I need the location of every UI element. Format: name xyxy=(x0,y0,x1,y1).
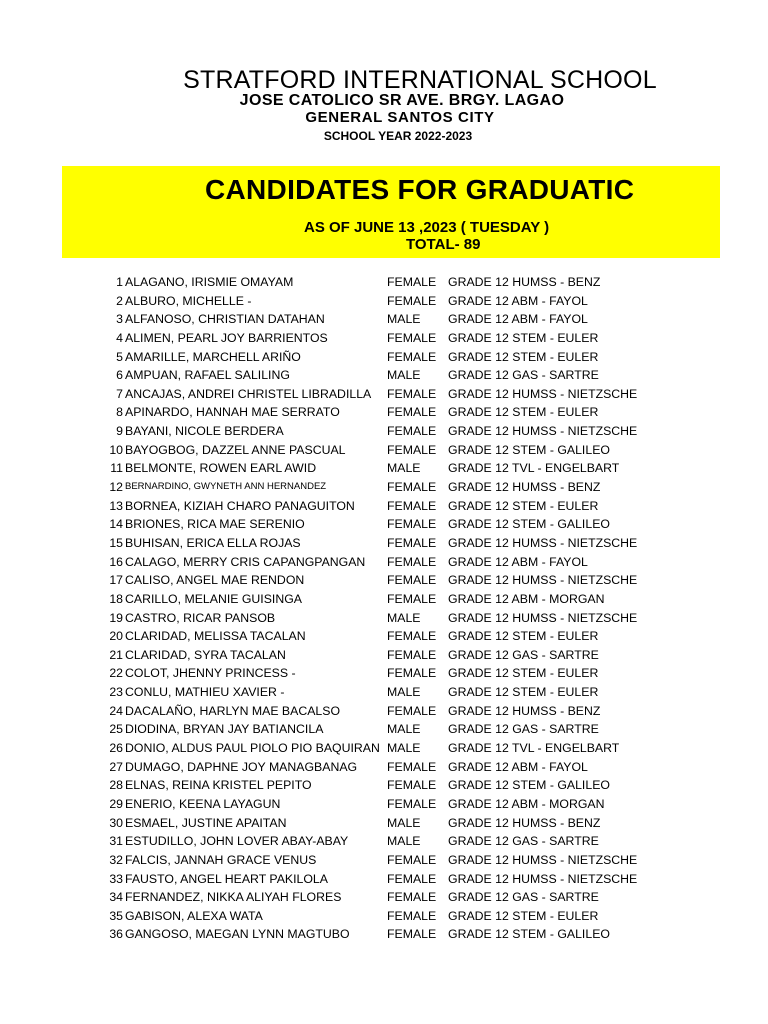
student-gender: MALE xyxy=(387,685,421,700)
student-section: GRADE 12 HUMSS - BENZ xyxy=(448,480,601,495)
student-gender: MALE xyxy=(387,815,421,830)
list-item xyxy=(0,758,768,777)
student-number: 2 xyxy=(116,293,123,308)
student-section: GRADE 12 STEM - EULER xyxy=(448,349,599,364)
student-number: 7 xyxy=(116,386,123,401)
student-number: 26 xyxy=(109,741,123,756)
student-name: BAYANI, NICOLE BERDERA xyxy=(125,424,284,439)
student-section: GRADE 12 STEM - GALILEO xyxy=(448,442,610,457)
student-name: ENERIO, KEENA LAYAGUN xyxy=(125,796,281,811)
student-gender: FEMALE xyxy=(387,591,437,606)
student-gender: FEMALE xyxy=(387,908,437,923)
student-gender: MALE xyxy=(387,610,421,625)
student-gender: FEMALE xyxy=(387,796,437,811)
student-gender: FEMALE xyxy=(387,554,437,569)
student-gender: MALE xyxy=(387,741,421,756)
student-number: 12 xyxy=(109,480,123,495)
student-name: CONLU, MATHIEU XAVIER - xyxy=(125,685,285,700)
student-section: GRADE 12 TVL - ENGELBART xyxy=(448,461,620,476)
student-number: 32 xyxy=(109,852,123,867)
title-banner xyxy=(62,166,720,258)
student-name: APINARDO, HANNAH MAE SERRATO xyxy=(125,405,340,420)
student-name: AMARILLE, MARCHELL ARIÑO xyxy=(125,349,301,364)
student-name: CASTRO, RICAR PANSOB xyxy=(125,610,276,625)
school-name: STRATFORD INTERNATIONAL SCHOOL xyxy=(183,66,657,94)
student-number: 10 xyxy=(109,442,123,457)
student-number: 13 xyxy=(109,498,123,513)
student-number: 16 xyxy=(109,554,123,569)
student-section: GRADE 12 HUMSS - NIETZSCHE xyxy=(448,610,638,625)
student-gender: FEMALE xyxy=(387,480,437,495)
student-section: GRADE 12 STEM - EULER xyxy=(448,685,599,700)
list-item xyxy=(0,907,768,926)
school-city: GENERAL SANTOS CITY xyxy=(305,109,495,126)
student-number: 15 xyxy=(109,535,123,550)
student-section: GRADE 12 ABM - FAYOL xyxy=(448,312,588,327)
list-item xyxy=(0,348,768,367)
student-number: 23 xyxy=(109,685,123,700)
total-count: TOTAL- 89 xyxy=(406,236,481,253)
list-item xyxy=(0,627,768,646)
list-item xyxy=(0,292,768,311)
student-section: GRADE 12 ABM - FAYOL xyxy=(448,759,588,774)
student-section: GRADE 12 STEM - EULER xyxy=(448,908,599,923)
student-section: GRADE 12 GAS - SARTRE xyxy=(448,368,599,383)
student-name: ALIMEN, PEARL JOY BARRIENTOS xyxy=(125,330,328,345)
student-name: FAUSTO, ANGEL HEART PAKILOLA xyxy=(125,871,328,886)
student-number: 31 xyxy=(109,834,123,849)
list-item xyxy=(0,534,768,553)
as-of-date: AS OF JUNE 13 ,2023 ( TUESDAY ) xyxy=(304,219,550,236)
student-number: 24 xyxy=(109,703,123,718)
student-name: BERNARDINO, GWYNETH ANN HERNANDEZ xyxy=(125,481,327,493)
student-number: 3 xyxy=(116,312,123,327)
student-name: BUHISAN, ERICA ELLA ROJAS xyxy=(125,535,301,550)
list-item xyxy=(0,888,768,907)
list-item xyxy=(0,795,768,814)
student-name: ESTUDILLO, JOHN LOVER ABAY-ABAY xyxy=(125,834,349,849)
student-gender: FEMALE xyxy=(387,778,437,793)
student-section: GRADE 12 STEM - GALILEO xyxy=(448,927,610,942)
student-number: 9 xyxy=(116,424,123,439)
student-section: GRADE 12 HUMSS - NIETZSCHE xyxy=(448,535,638,550)
student-gender: MALE xyxy=(387,722,421,737)
list-item xyxy=(0,478,768,497)
student-name: BELMONTE, ROWEN EARL AWID xyxy=(125,461,317,476)
candidate-list xyxy=(0,273,768,944)
student-section: GRADE 12 GAS - SARTRE xyxy=(448,890,599,905)
list-item xyxy=(0,702,768,721)
student-name: ESMAEL, JUSTINE APAITAN xyxy=(125,815,287,830)
student-gender: FEMALE xyxy=(387,759,437,774)
student-gender: FEMALE xyxy=(387,703,437,718)
student-gender: FEMALE xyxy=(387,535,437,550)
list-item xyxy=(0,646,768,665)
student-section: GRADE 12 STEM - GALILEO xyxy=(448,778,610,793)
list-item xyxy=(0,683,768,702)
list-item xyxy=(0,571,768,590)
student-section: GRADE 12 HUMSS - NIETZSCHE xyxy=(448,871,638,886)
student-number: 1 xyxy=(116,275,123,289)
student-name: DACALAÑO, HARLYN MAE BACALSO xyxy=(125,703,341,718)
list-item xyxy=(0,403,768,422)
student-section: GRADE 12 HUMSS - BENZ xyxy=(448,703,601,718)
student-section: GRADE 12 HUMSS - NIETZSCHE xyxy=(448,424,638,439)
list-item xyxy=(0,310,768,329)
student-number: 25 xyxy=(109,722,123,737)
list-item xyxy=(0,459,768,478)
list-item xyxy=(0,851,768,870)
student-gender: FEMALE xyxy=(387,405,437,420)
student-number: 35 xyxy=(109,908,123,923)
student-gender: FEMALE xyxy=(387,442,437,457)
student-number: 29 xyxy=(109,796,123,811)
student-number: 8 xyxy=(116,405,123,420)
student-gender: FEMALE xyxy=(387,871,437,886)
student-section: GRADE 12 GAS - SARTRE xyxy=(448,834,599,849)
student-gender: FEMALE xyxy=(387,666,437,681)
list-item xyxy=(0,814,768,833)
student-gender: FEMALE xyxy=(387,275,437,289)
student-gender: FEMALE xyxy=(387,517,437,532)
student-number: 21 xyxy=(109,647,123,662)
student-name: FALCIS, JANNAH GRACE VENUS xyxy=(125,852,317,867)
student-gender: FEMALE xyxy=(387,330,437,345)
list-item xyxy=(0,273,768,292)
student-section: GRADE 12 HUMSS - NIETZSCHE xyxy=(448,852,638,867)
student-gender: FEMALE xyxy=(387,852,437,867)
student-section: GRADE 12 TVL - ENGELBART xyxy=(448,741,620,756)
student-gender: FEMALE xyxy=(387,498,437,513)
student-section: GRADE 12 ABM - FAYOL xyxy=(448,554,588,569)
student-number: 5 xyxy=(116,349,123,364)
student-number: 27 xyxy=(109,759,123,774)
student-name: DIODINA, BRYAN JAY BATIANCILA xyxy=(125,722,324,737)
student-name: DONIO, ALDUS PAUL PIOLO PIO BAQUIRAN xyxy=(125,741,380,756)
student-gender: FEMALE xyxy=(387,573,437,588)
list-item xyxy=(0,925,768,944)
student-name: GABISON, ALEXA WATA xyxy=(125,908,263,923)
student-number: 30 xyxy=(109,815,123,830)
student-name: ALBURO, MICHELLE - xyxy=(125,293,252,308)
student-gender: FEMALE xyxy=(387,424,437,439)
student-section: GRADE 12 HUMSS - BENZ xyxy=(448,275,601,289)
student-section: GRADE 12 STEM - GALILEO xyxy=(448,517,610,532)
student-section: GRADE 12 STEM - EULER xyxy=(448,405,599,420)
student-gender: MALE xyxy=(387,461,421,476)
student-name: CLARIDAD, SYRA TACALAN xyxy=(125,647,286,662)
student-name: ALAGANO, IRISMIE OMAYAM xyxy=(125,275,294,289)
student-name: CLARIDAD, MELISSA TACALAN xyxy=(125,629,306,644)
student-name: CARILLO, MELANIE GUISINGA xyxy=(125,591,302,606)
student-gender: FEMALE xyxy=(387,927,437,942)
list-item xyxy=(0,739,768,758)
student-number: 28 xyxy=(109,778,123,793)
list-item xyxy=(0,497,768,516)
student-section: GRADE 12 ABM - MORGAN xyxy=(448,591,605,606)
student-number: 6 xyxy=(116,368,123,383)
student-section: GRADE 12 HUMSS - NIETZSCHE xyxy=(448,386,638,401)
student-name: COLOT, JHENNY PRINCESS - xyxy=(125,666,296,681)
student-gender: MALE xyxy=(387,312,421,327)
student-name: BAYOGBOG, DAZZEL ANNE PASCUAL xyxy=(125,442,346,457)
student-number: 34 xyxy=(109,890,123,905)
list-item xyxy=(0,385,768,404)
list-item xyxy=(0,422,768,441)
student-name: BRIONES, RICA MAE SERENIO xyxy=(125,517,305,532)
list-item xyxy=(0,366,768,385)
student-name: ELNAS, REINA KRISTEL PEPITO xyxy=(125,778,312,793)
student-name: GANGOSO, MAEGAN LYNN MAGTUBO xyxy=(125,927,350,942)
student-name: DUMAGO, DAPHNE JOY MANAGBANAG xyxy=(125,759,358,774)
list-item xyxy=(0,441,768,460)
student-gender: FEMALE xyxy=(387,647,437,662)
list-item xyxy=(0,590,768,609)
student-name: AMPUAN, RAFAEL SALILING xyxy=(125,368,290,383)
student-section: GRADE 12 ABM - FAYOL xyxy=(448,293,588,308)
student-gender: FEMALE xyxy=(387,890,437,905)
list-item xyxy=(0,664,768,683)
student-number: 17 xyxy=(109,573,123,588)
student-name: CALISO, ANGEL MAE RENDON xyxy=(125,573,305,588)
student-number: 20 xyxy=(109,629,123,644)
student-section: GRADE 12 STEM - EULER xyxy=(448,498,599,513)
student-number: 33 xyxy=(109,871,123,886)
student-number: 18 xyxy=(109,591,123,606)
banner-title: CANDIDATES FOR GRADUATIC xyxy=(205,174,635,205)
student-name: FERNANDEZ, NIKKA ALIYAH FLORES xyxy=(125,890,342,905)
list-item xyxy=(0,515,768,534)
student-name: CALAGO, MERRY CRIS CAPANGPANGAN xyxy=(125,554,366,569)
student-number: 11 xyxy=(110,461,123,476)
student-name: ANCAJAS, ANDREI CHRISTEL LIBRADILLA xyxy=(125,386,372,401)
student-number: 22 xyxy=(109,666,123,681)
student-number: 14 xyxy=(109,517,123,532)
student-section: GRADE 12 STEM - EULER xyxy=(448,666,599,681)
list-item xyxy=(0,329,768,348)
student-name: ALFANOSO, CHRISTIAN DATAHAN xyxy=(125,312,325,327)
list-item xyxy=(0,609,768,628)
list-item xyxy=(0,776,768,795)
student-gender: MALE xyxy=(387,834,421,849)
school-year: SCHOOL YEAR 2022-2023 xyxy=(323,129,473,143)
list-item xyxy=(0,832,768,851)
student-gender: FEMALE xyxy=(387,629,437,644)
student-gender: FEMALE xyxy=(387,386,437,401)
student-section: GRADE 12 STEM - EULER xyxy=(448,330,599,345)
student-section: GRADE 12 GAS - SARTRE xyxy=(448,647,599,662)
student-name: BORNEA, KIZIAH CHARO PANAGUITON xyxy=(125,498,355,513)
student-section: GRADE 12 HUMSS - NIETZSCHE xyxy=(448,573,638,588)
student-gender: FEMALE xyxy=(387,293,437,308)
student-section: GRADE 12 ABM - MORGAN xyxy=(448,796,605,811)
student-number: 19 xyxy=(109,610,123,625)
student-section: GRADE 12 STEM - EULER xyxy=(448,629,599,644)
student-section: GRADE 12 GAS - SARTRE xyxy=(448,722,599,737)
student-section: GRADE 12 HUMSS - BENZ xyxy=(448,815,601,830)
student-gender: FEMALE xyxy=(387,349,437,364)
list-item xyxy=(0,553,768,572)
student-number: 36 xyxy=(109,927,123,942)
list-item xyxy=(0,720,768,739)
school-address: JOSE CATOLICO SR AVE. BRGY. LAGAO xyxy=(239,92,565,109)
student-gender: MALE xyxy=(387,368,421,383)
list-item xyxy=(0,870,768,889)
student-number: 4 xyxy=(116,330,123,345)
